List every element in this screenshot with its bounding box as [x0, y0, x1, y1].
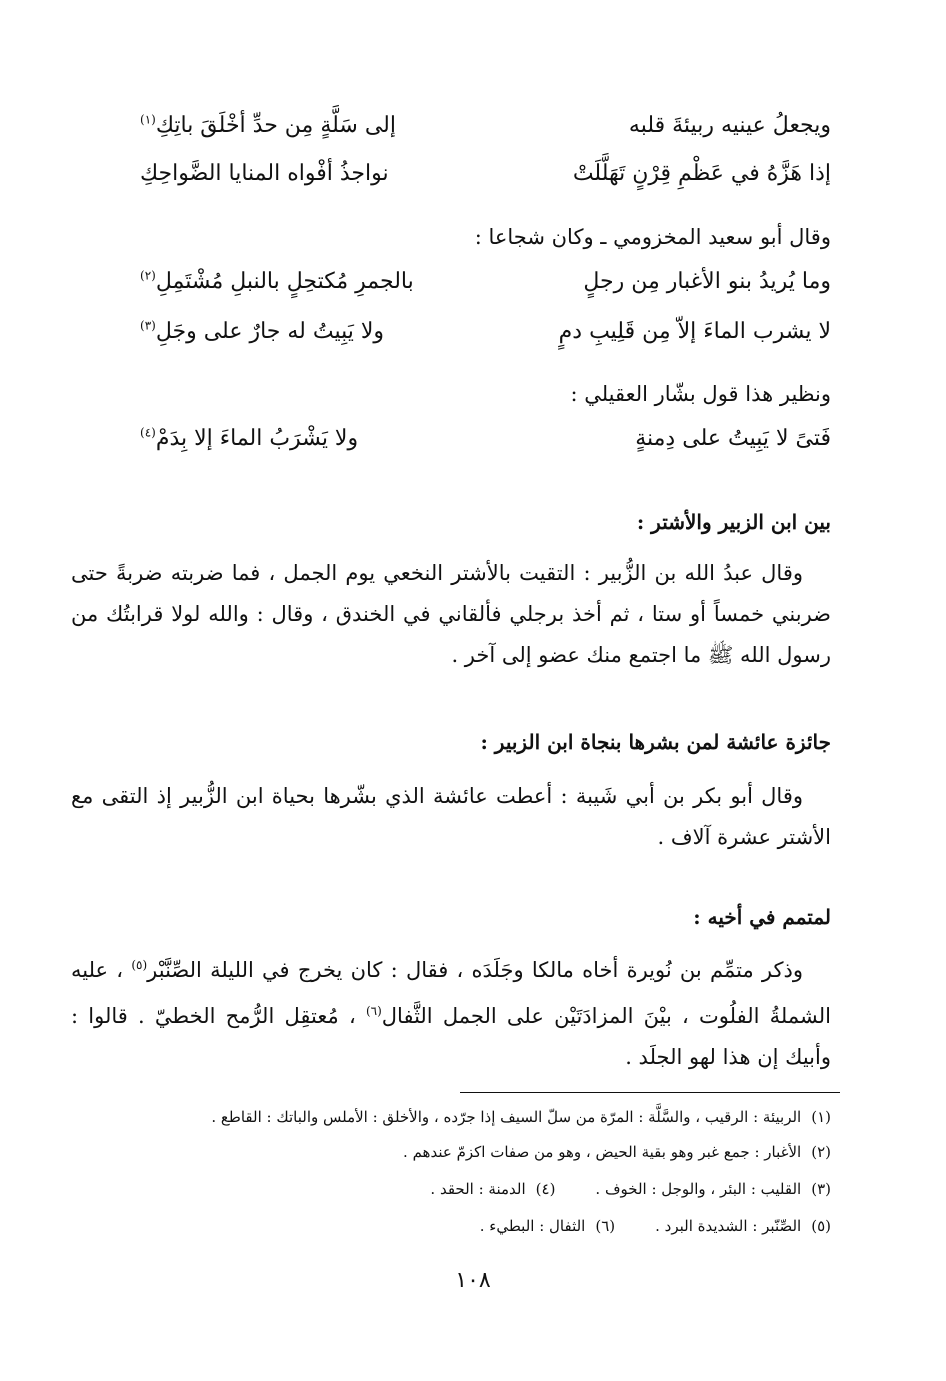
section-2-body: وقال أبو بكر بن أبي شَيبة : أعطت عائشة الذي بشّرها بحياة ابن الزُّبير إذ التقى مع الأشتر عشرة آلاف . — [71, 784, 831, 849]
verse-1-left — [140, 112, 396, 140]
footnote-4-text: الدمنة : الحقد . — [430, 1180, 526, 1198]
verse-5-left-text: ولا يَشْرَبُ الماءَ إلا بِدَمْ — [155, 426, 359, 451]
verse-5-left — [140, 425, 358, 453]
footnote-5-number: (٥) — [811, 1217, 831, 1235]
footnote-2-number: (٢) — [811, 1143, 831, 1161]
verse-3-left — [140, 268, 414, 296]
section-heading-aisha-reward: جائزة عائشة لمن بشرها بنجاة ابن الزبير : — [480, 730, 831, 754]
footnote-2 — [403, 1143, 831, 1161]
verse-1-right: ويجعلُ عينيه ربيئةَ قلبه — [628, 113, 831, 138]
footnote-4-number: (٤) — [535, 1180, 556, 1198]
footnote-6-text: الثفال : البطيء . — [479, 1217, 586, 1235]
footnote-3-number: (٣) — [811, 1180, 831, 1198]
footnote-1-number: (١) — [811, 1108, 831, 1126]
footnote-2-text: الأغبار : جمع غبر وهو بقية الحيض ، وهو من صفات اكزمّ عندهم . — [403, 1143, 802, 1161]
verse-3-right: وما يُريدُ بنو الأغبار مِن رجلٍ — [583, 269, 831, 294]
footnote-6-number: (٦) — [595, 1217, 616, 1235]
footnote-ref-2: (٢) — [140, 268, 156, 283]
verse-4-left-text: ولا يَبِيتُ له جارٌ على وجَلِ — [155, 319, 385, 344]
verse-4-right: لا يشرب الماءَ إلاّ مِن قَلِيبِ دمٍ — [558, 319, 831, 344]
section-3-body-c: ، مُعتقِل الرُّمح الخطيّ . قالوا : وأبيك إن هذا لهو الجلَد . — [71, 1004, 831, 1069]
section-text-zubayr-ashtar — [71, 553, 831, 676]
footnote-5 — [480, 1217, 831, 1235]
footnote-ref-4: (٤) — [140, 425, 156, 440]
footnote-5-text: الصِّنّبر : الشديدة البرد . — [655, 1217, 802, 1235]
footnote-1 — [211, 1108, 831, 1126]
footnote-3-text: القليب : البئر ، والوجل : الخوف . — [595, 1180, 802, 1198]
verse-5-right: فَتىً لا يَبِيتُ على دِمنةٍ — [635, 426, 831, 451]
footnote-ref-3: (٣) — [140, 318, 156, 333]
footnote-divider — [460, 1092, 840, 1093]
section-text-mutammim — [71, 945, 831, 1078]
footnote-ref-6: (٦) — [365, 1004, 382, 1018]
verse-1-left-text: إلى سَلَّةٍ مِن حدِّ أخْلَقَ باتِكِ — [155, 113, 396, 138]
page-number: ١٠٨ — [455, 1268, 491, 1293]
footnote-ref-1: (١) — [140, 112, 156, 127]
section-heading-zubayr-ashtar: بين ابن الزبير والأشتر : — [636, 510, 831, 534]
verse-4-left — [140, 318, 384, 346]
section-text-aisha-reward — [71, 776, 831, 858]
footnote-ref-5: (٥) — [131, 958, 148, 972]
verse-2-right: إذا هَزَّهُ في عَظْمِ قِرْنٍ تَهَلَّلَتْ — [572, 161, 831, 186]
section-3-body-b: ، عليه الشملةُ الفلُوت ، بيْنَ المزادَتَيْن على الجمل الثَّفال — [71, 958, 831, 1028]
footnote-3 — [430, 1180, 831, 1198]
verse-2-left: نواجذُ أفْواه المنايا الضَّواحِكِ — [140, 161, 389, 186]
intro-abu-said: وقال أبو سعيد المخزومي ـ وكان شجاعا : — [474, 225, 831, 249]
section-heading-mutammim: لمتمم في أخيه : — [693, 905, 831, 929]
section-1-body: وقال عبدُ الله بن الزُّبير : التقيت بالأشتر النخعي يوم الجمل ، فما ضربته ضربةً حتى ضربني خمساً أو ستا ، ثم أخذ برجلي فألقاني في الخندق ، وقال : والله لولا قرابتُك من رسول الله ﷺ ما اجتمع منك عضو إلى آخر . — [71, 561, 831, 667]
verse-3-left-text: بالجمرِ مُكتحِلٍ بالنبلِ مُشْتَمِلِ — [155, 269, 414, 294]
footnote-1-text: الربيئة : الرقيب ، والسَّلَّة : المرّة من سلّ السيف إذا جرّده ، والأخلق : الأملس والباتك : القاطع . — [211, 1108, 802, 1126]
intro-bashar: ونظير هذا قول بشّار العقيلي : — [570, 382, 831, 406]
section-3-body-a: وذكر متمِّم بن نُويرة أخاه مالكا وجَلَدَه ، فقال : كان يخرج في الليلة الصِّنَّبْر — [147, 958, 803, 982]
